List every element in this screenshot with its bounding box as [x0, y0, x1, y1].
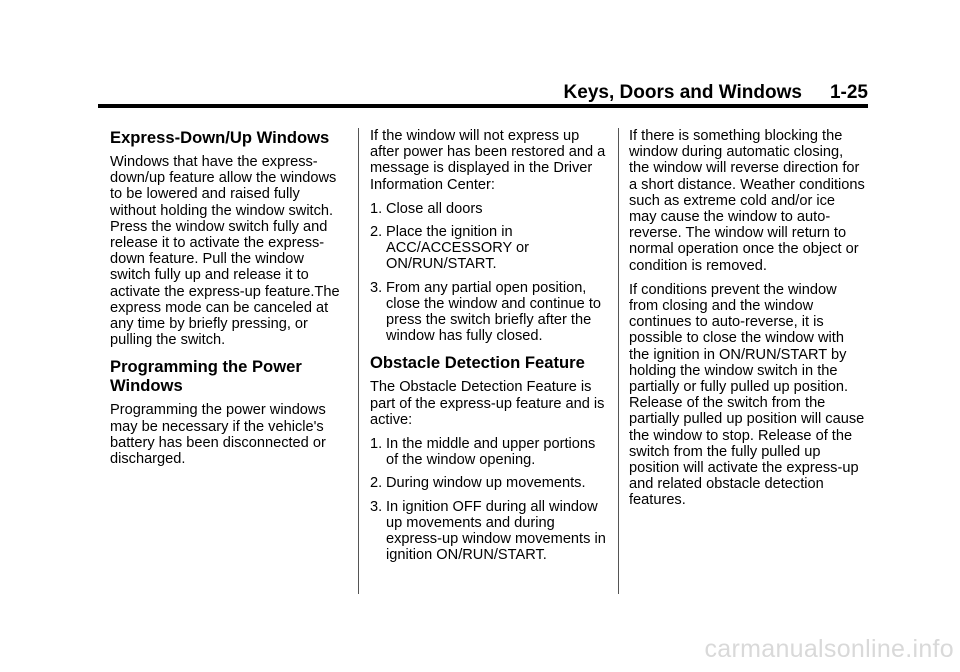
paragraph-conditions: If conditions prevent the window from closing and the window continues to auto-reverse, it is possible to close the window with the ignition in ON/RUN/START by holding the window switch in the partially or fully pulled up position. Release of the switch from the partially pulled up position will cause the window to stop. Release of the switch from the fully pulled up position will activate the express-up and related obstacle detection features. [629, 281, 865, 509]
list-item [370, 475, 606, 491]
list-number: 2. [370, 475, 383, 492]
page-number: 1-25 [829, 82, 868, 103]
list-text: In ignition OFF during all window up movements and during express-up window movements in ignition ON/RUN/START. [386, 498, 606, 564]
list-number: 3. [370, 498, 383, 515]
paragraph-express: Windows that have the express-down/up feature allow the windows to be lowered and raised fully without holding the window switch. Press the window switch fully and release it to activate the express-down feature. Pull the window switch fully up and release it to activate the express-up feature.The express mode can be canceled at any time by briefly pressing, or pulling the switch. [110, 154, 340, 349]
column-2 [370, 128, 606, 570]
list-number: 1. [370, 200, 383, 217]
list-item [370, 201, 606, 217]
list-item [370, 224, 606, 273]
list-text: Place the ignition in ACC/ACCESSORY or ON/RUN/START. [386, 224, 530, 273]
heading-programming: Programming the Power Windows [110, 357, 302, 396]
heading-obstacle-detection: Obstacle Detection Feature [370, 353, 585, 373]
list-item [370, 499, 606, 564]
conditions-list [370, 436, 606, 563]
list-text: In the middle and upper portions of the window opening. [386, 436, 596, 469]
list-text: Close all doors [386, 200, 483, 217]
column-3 [629, 128, 865, 517]
steps-list [370, 201, 606, 345]
header-rule [98, 104, 868, 108]
list-number: 2. [370, 224, 383, 241]
list-text: From any partial open position, close the window and continue to press the switch briefly after the window has fully closed. [386, 279, 601, 345]
list-item [370, 280, 606, 345]
list-number: 1. [370, 436, 383, 453]
column-1 [110, 128, 346, 475]
heading-express-down-up: Express-Down/Up Windows [110, 128, 330, 147]
paragraph-programming: Programming the power windows may be necessary if the vehicle's battery has been disconnected or discharged. [110, 402, 326, 468]
watermark: carmanualsonline.info [704, 635, 954, 663]
list-item [370, 436, 606, 468]
list-text: During window up movements. [386, 475, 586, 492]
paragraph-obstacle: The Obstacle Detection Feature is part of the express-up feature and is active: [370, 379, 605, 428]
column-divider-1 [358, 128, 359, 594]
column-divider-2 [618, 128, 619, 594]
paragraph-intro: If the window will not express up after power has been restored and a message is displayed in the Driver Information Center: [370, 128, 606, 193]
paragraph-blocking: If there is something blocking the window during automatic closing, the window will reverse direction for a short distance. Weather conditions such as extreme cold and/or ice may cause the window to auto-reverse. The window will return to normal operation once the object or condition is removed. [629, 128, 865, 274]
section-title: Keys, Doors and Windows [563, 82, 802, 103]
list-number: 3. [370, 279, 383, 296]
